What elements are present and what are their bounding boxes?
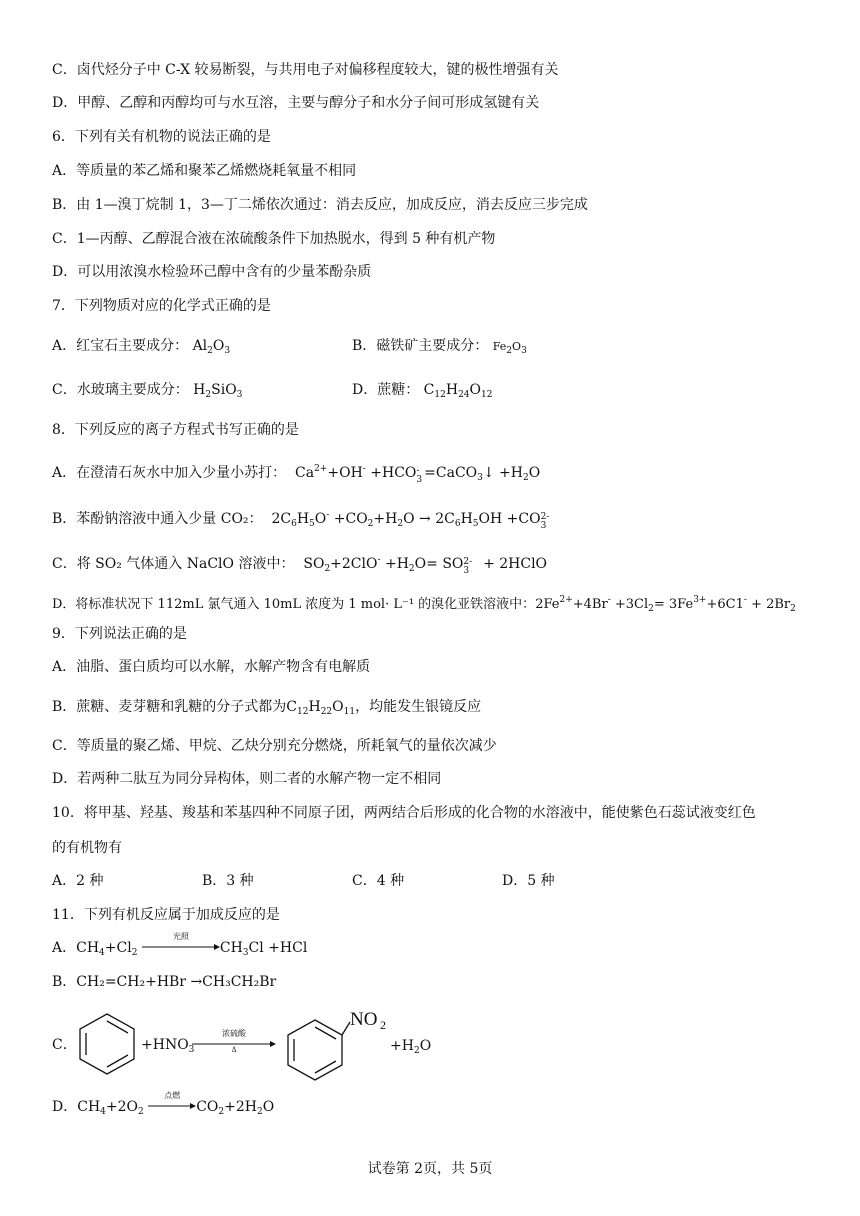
q7-option-c: C．水玻璃主要成分： $H_2SiO_3$ [52,382,243,400]
q7-stem: 7．下列物质对应的化学式正确的是 [52,298,271,314]
q6-option-c: C．1—丙醇、乙醇混合液在浓硫酸条件下加热脱水，得到 5 种有机产物 [52,231,496,247]
q11-option-a: A．$CH_4+Cl_2$ 光照 $CH_3Cl +HCl$ [52,938,307,963]
q9-option-d: D．若两种二肽互为同分异构体，则二者的水解产物一定不相同 [52,771,442,787]
nitrobenzene-icon [280,1008,390,1082]
q11-stem: 11．下列有机反应属于加成反应的是 [52,907,280,923]
q9-option-c: C．等质量的聚乙烯、甲烷、乙炔分别充分燃烧，所耗氧气的量依次减少 [52,738,497,754]
q9-stem: 9．下列说法正确的是 [52,626,187,642]
q7-option-a: A．红宝石主要成分： $Al_2O_3$ [52,338,231,356]
q7-option-b: B．磁铁矿主要成分： $Fe_2O_3$ [352,338,527,356]
q9-option-b: B．蔗糖、麦芽糖和乳糖的分子式都为$C_{12}H_{22}O_{11}$，均能发生银镜反应 [52,699,482,717]
q7-option-d: D．蔗糖： $C_{12}H_{24}O_{12}$ [352,382,493,400]
q11-option-c-label: C． [52,1037,77,1053]
hno3-reactant: $+HNO_3$ [141,1037,195,1055]
q10-stem-line2: 的有机物有 [52,840,122,856]
q10-stem-line1: 10．将甲基、羟基、羧基和苯基四种不同原子团，两两结合后形成的化合物的水溶液中，能使紫色石蕊试液变红色 [52,805,756,821]
q5-option-c: C．卤代烃分子中 C-X 较易断裂，与共用电子对偏移程度较大，键的极性增强有关 [52,62,559,78]
reaction-arrow-d [148,1091,196,1117]
q10-option-b: B．3 种 [202,873,254,889]
q6-option-a: A．等质量的苯乙烯和聚苯乙烯燃烧耗氧量不相同 [52,163,357,179]
q11-option-d: D．$CH_4+2O_2$ 点燃 $CO_2+2H_2O$ [52,1097,274,1122]
q6-option-b: B．由 1—溴丁烷制 1，3—丁二烯依次通过：消去反应，加成反应，消去反应三步完成 [52,197,588,213]
q11-option-b: B．CH₂=CH₂+HBr →CH₃CH₂Br [52,974,277,990]
condition-ignite: 点燃 [164,1091,181,1100]
q8-option-d: D．将标准状况下 112mL 氯气通入 10mL 浓度为 1 mol· L⁻¹ 的溴化亚铁溶液中：$2Fe^{2+}+4Br^- +3Cl_2= 3Fe^{3+}+6C1^- + 2Br_2$ [52,595,796,614]
q8-option-c: C．将 SO₂ 气体通入 NaClO 溶液中： $SO_2+2ClO^- +H_2O=$ SO 2- 3 + 2HClO [52,555,548,576]
q10-option-a: A．2 种 [52,873,104,889]
reaction-arrow-c [192,1029,276,1055]
condition-conc-h2so4: 浓硫酸 [222,1029,246,1038]
benzene-ring-icon [76,1010,138,1078]
water-product: $+H_2O$ [390,1038,432,1056]
q6-stem: 6．下列有关有机物的说法正确的是 [52,129,271,145]
page-footer: 试卷第 2页，共 5页 [367,1161,493,1177]
q8-option-b: B．苯酚钠溶液中通入少量 CO₂： $2C_6H_5O^- +CO_2+H_2O \to 2C_6H_5OH +CO$ 2- 3 [52,510,550,531]
q5-option-d: D．甲醇、乙醇和丙醇均可与水互溶，主要与醇分子和水分子间可形成氢键有关 [52,95,540,111]
condition-heat: Δ [231,1046,237,1054]
svg-text:NO: NO [350,1009,378,1030]
q9-option-a: A．油脂、蛋白质均可以水解，水解产物含有电解质 [52,659,371,675]
condition-light: 光照 [172,932,189,941]
q8-option-a: A．在澄清石灰水中加入少量小苏打： $Ca^{2+}+OH^- +HCO$ - 3 =CaCO$_3$↓ $+H_2O$ [52,464,541,485]
reaction-arrow [142,932,220,958]
q10-option-c: C．4 种 [352,873,405,889]
q6-option-d: D．可以用浓溴水检验环己醇中含有的少量苯酚杂质 [52,264,372,280]
q10-option-d: D．5 种 [502,873,555,889]
svg-text:2: 2 [380,1018,386,1032]
q8-stem: 8．下列反应的离子方程式书写正确的是 [52,422,299,438]
